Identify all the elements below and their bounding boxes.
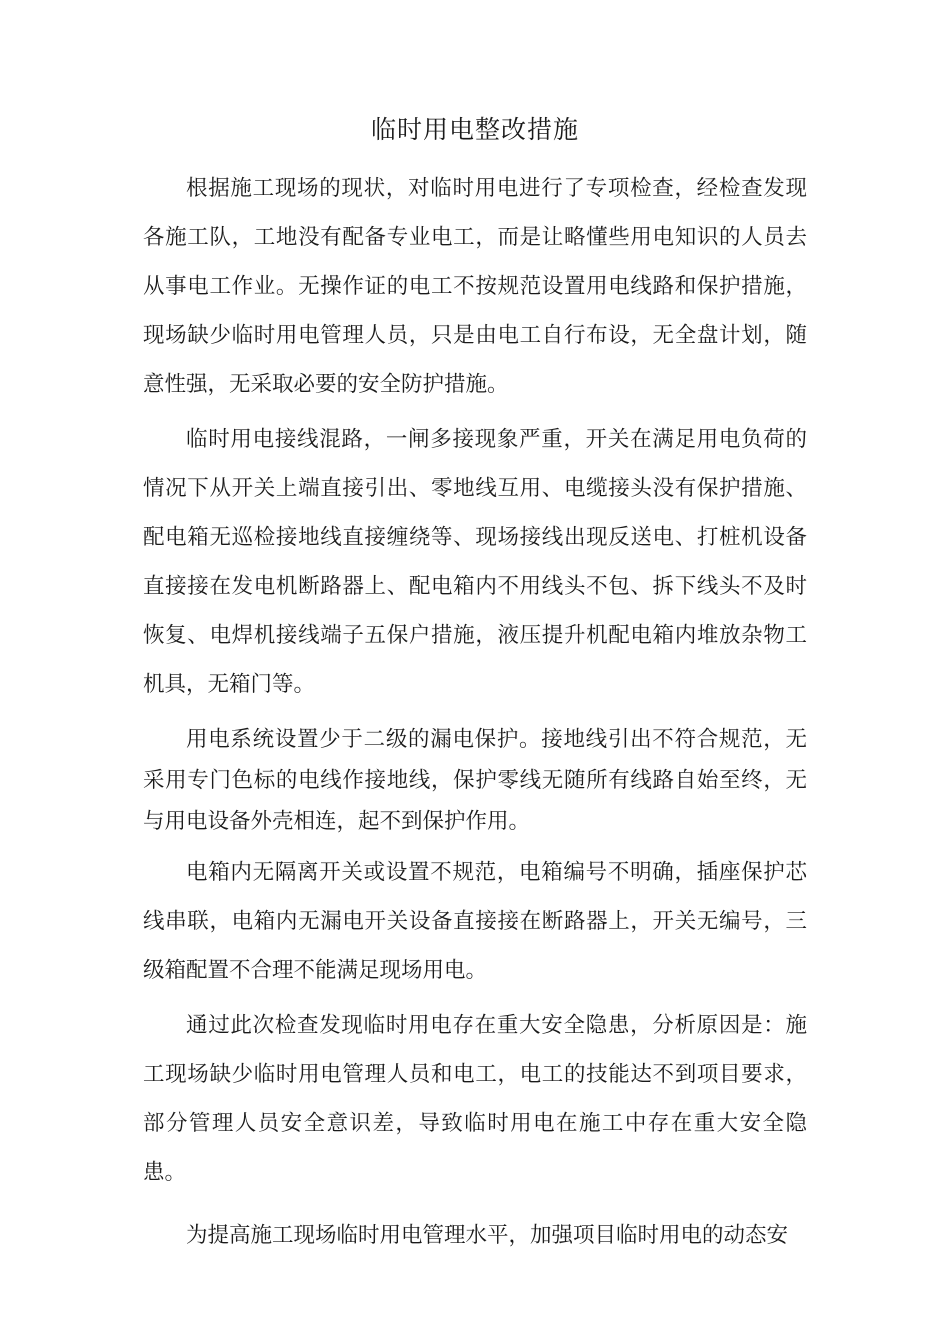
document-title: 临时用电整改措施	[370, 115, 579, 144]
paragraph-improvement: 为提高施工现场临时用电管理水平，加强项目临时用电的动态安	[186, 1223, 789, 1248]
paragraph-leakage-protection: 用电系统设置少于二级的漏电保护。接地线引出不符合规范，无采用专门色标的电线作接地线，保护零线无随所有线路自始至终，无与用电设备外壳相连，起不到保护作用。	[143, 727, 807, 834]
paragraph-cause-analysis: 通过此次检查发现临时用电存在重大安全隐患，分析原因是：施工现场缺少临时用电管理人员和电工，电工的技能达不到项目要求，部分管理人员安全意识差，导致临时用电在施工中存在重大安全隐患。	[143, 1013, 807, 1185]
document-body	[143, 164, 807, 1260]
paragraph-electric-box: 电箱内无隔离开关或设置不规范，电箱编号不明确，插座保护芯线串联，电箱内无漏电开关设备直接接在断路器上，开关无编号，三级箱配置不合理不能满足现场用电。	[143, 860, 807, 983]
paragraph-wiring-issues: 临时用电接线混路，一闸多接现象严重，开关在满足用电负荷的情况下从开关上端直接引出、零地线互用、电缆接头没有保护措施、配电箱无巡检接地线直接缠绕等、现场接线出现反送电、打桩机设备直接接在发电机断路器上、配电箱内不用线头不包、拆下线头不及时恢复、电焊机接线端子五保户措施，液压提升机配电箱内堆放杂物工机具，无箱门等。	[143, 427, 807, 697]
paragraph-site-inspection: 根据施工现场的现状，对临时用电进行了专项检查，经检查发现各施工队，工地没有配备专业电工，而是让略懂些用电知识的人员去从事电工作业。无操作证的电工不按规范设置用电线路和保护措施，现场缺少临时用电管理人员，只是由电工自行布设，无全盘计划，随意性强，无采取必要的安全防护措施。	[143, 176, 807, 397]
